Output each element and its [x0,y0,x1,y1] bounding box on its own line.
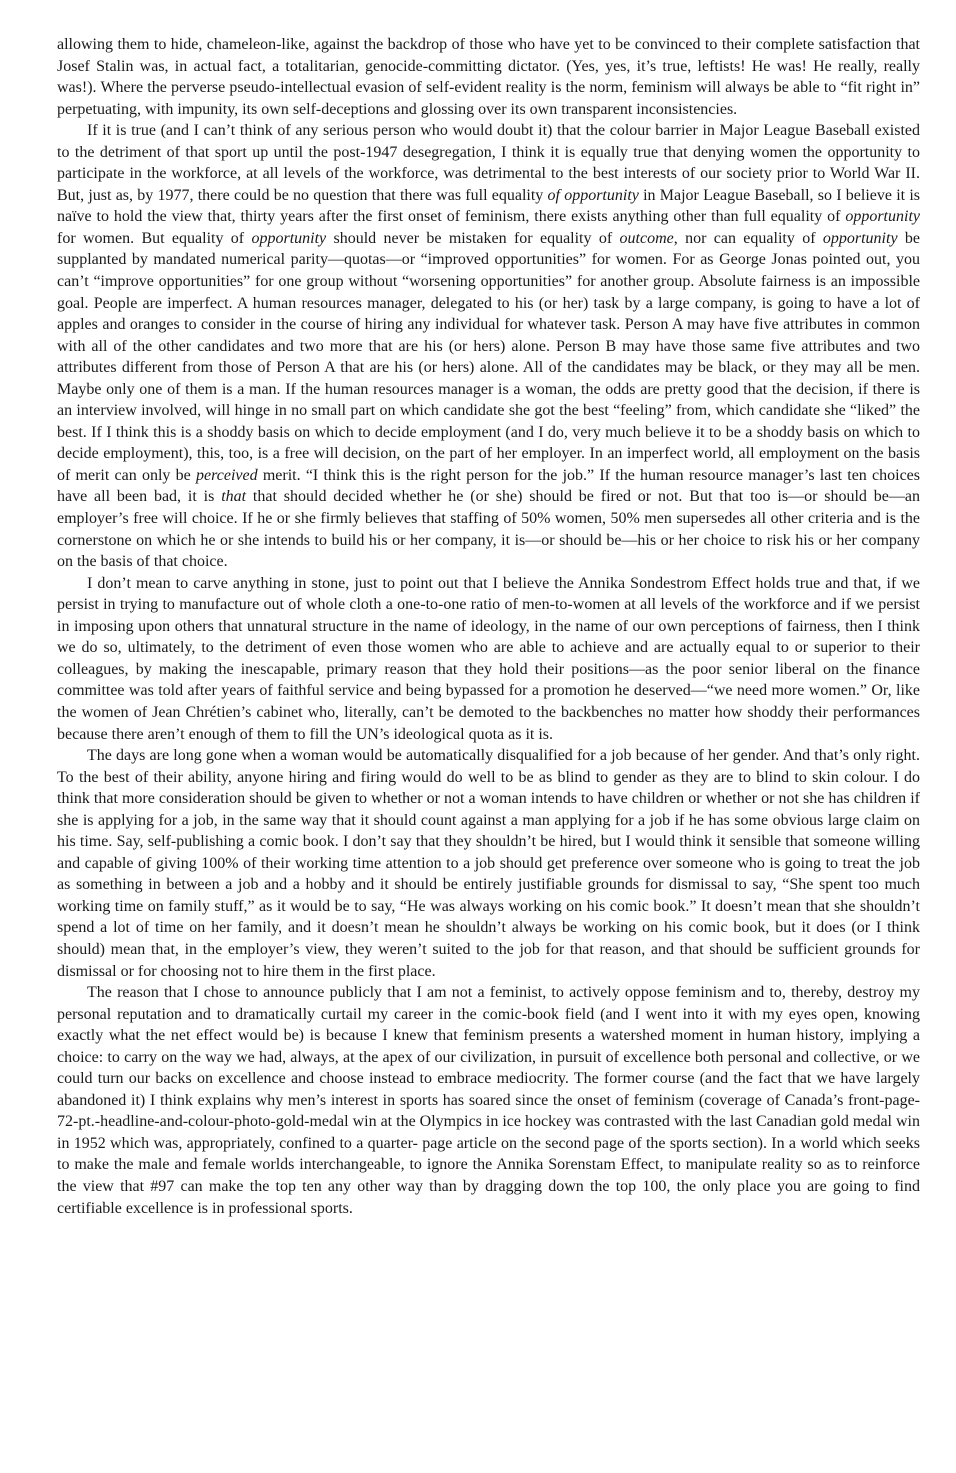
paragraph-2-text: that should decided whether he (or she) should be fired or not. But that too is—or should be—an employer’s free will choice. If he or she firmly believes that staffing of 50% women, 50% men supersedes all other criteria and is the cornerstone on which he or she intends to build his or her company, it is—or should be—his or her choice to risk his or her company on the basis of that choice. [57,488,920,571]
paragraph-2-text: should never be mistaken for equality of [326,229,620,247]
paragraph-2-emphasis: of opportunity [547,186,639,204]
paragraph-4 [57,745,920,982]
paragraph-3-text: I don’t mean to carve anything in stone, just to point out that I believe the Annika Sondestrom Effect holds true and that, if we persist in trying to manufacture out of whole cloth a one-to-one ratio of men-to-women at all levels of the workforce and if we persist in imposing upon others that unnatural structure in the name of ideology, in the name of our own perceptions of fairness, then I think we do so, ultimately, to the detriment of even those women who are able to achieve and are actually equal to or superior to their colleagues, by making the inescapable, primary reason that they hold their positions—as the poor senior liberal on the finance committee was told after years of faithful service and being bypassed for a promotion he deserved—“we need more women.” Or, like the women of Jean Chrétien’s cabinet who, literally, can’t be demoted to the backbenches no matter how shoddy their performances because there aren’t enough of them to fill the UN’s ideological quota as it is. [57,574,920,743]
paragraph-2-emphasis: opportunity [251,229,327,247]
paragraph-1-text: allowing them to hide, chameleon-like, against the backdrop of those who have yet to be convinced to their complete satisfaction that Josef Stalin was, in actual fact, a totalitarian, genocide-committing dictator. (Yes, yes, it’s true, leftists! He was! He really, really was!). Where the perverse pseudo-intellectual evasion of self-evident reality is the norm, feminism will always be able to “fit right in” perpetuating, with impunity, its own self-deceptions and glossing over its own transparent inconsistencies. [57,36,920,118]
paragraph-2-emphasis: opportunity [845,208,920,226]
paragraph-2-text: for women. But equality of [57,229,252,247]
paragraph-2-emphasis: perceived [196,466,258,484]
paragraph-3 [57,573,920,745]
paragraph-5 [57,982,920,1219]
paragraph-2-text: If it is true (and I can’t think of any serious person who would doubt it) that the colour barrier in Major League Baseball existed to the detriment of that sport up until the post-1947 desegregation, I think it is equally true that denying women the opportunity to participate in the workforce, at all levels of the workforce, was detrimental to the best interests of our society prior to World War II. But, just as, by 1977, there could be no question that there was full equality [57,122,920,204]
document-page [57,34,920,1219]
paragraph-2-emphasis: opportunity [822,229,898,247]
paragraph-4-text: The days are long gone when a woman would be automatically disqualified for a job because of her gender. And that’s only right. To the best of their ability, anyone hiring and firing would do well to be as blind to gender as they are to blind to skin colour. I do think that more consideration should be given to whether or not a woman intends to have children or whether or not she has children if she is applying for a job, in the same way that it should count against a man applying for a job if he has some obvious large claim on his time. Say, self-publishing a comic book. I don’t say that they shouldn’t be hired, but I would think it sensible that someone willing and capable of giving 100% of their working time attention to a job should get preference over someone who is going to treat the job as something in between a job and a hobby and it should be entirely justifiable grounds for dismissal to say, “She spent too much working time on family stuff,” as it would be to say, “He was always working on his comic book.” It doesn’t mean that she shouldn’t spend a lot of time on her family, and it doesn’t mean he shouldn’t always be working on his comic book, but it does (or I think should) mean that, in the employer’s view, they weren’t suited to the job for that reason, and that should be sufficient grounds for dismissal or for choosing not to hire them in the first place. [57,747,920,980]
paragraph-2-emphasis: that [221,488,247,506]
paragraph-2-text: be supplanted by mandated numerical parity—quotas—or “improved opportunities” for women. For as George Jonas pointed out, you can’t “improve opportunities” for one group without “worsening opportunities” for another group. Absolute fairness is an impossible goal. People are imperfect. A human resources manager, delegated to his (or her) task by a large company, is going to have a lot of apples and oranges to consider in the course of hiring any individual for whatever task. Person A may have five attributes in common with all of the other candidates and two more that are his (or hers) alone. Person B may have those same five attributes and two attributes different from those of Person A that are his (or hers) alone. All of the candidates may be black, or they may all be men. Maybe only one of them is a man. If the human resources manager is a woman, the odds are pretty good that the decision, if there is an interview involved, will hinge in no small part on which candidate she got the best “feeling” from, which candidate she “liked” the best. If I think this is a shoddy basis on which to decide employment (and I do, very much believe it to be a shoddy basis on which to decide employment), this, too, is a free will decision, on the part of her employer. In an imperfect world, all employment on the basis of merit can only be [57,229,920,484]
paragraph-2 [57,120,920,572]
paragraph-5-text: The reason that I chose to announce publicly that I am not a feminist, to actively oppose feminism and to, thereby, destroy my personal reputation and to dramatically curtail my career in the comic-book field (and I went into it with my eyes open, knowing exactly what the net effect would be) is because I knew that feminism presents a watershed moment in human history, implying a choice: to carry on the way we had, always, at the apex of our civilization, in pursuit of excellence both personal and collective, or we could turn our backs on excellence and choose instead to embrace mediocrity. The former course (and the fact that we have largely abandoned it) I think explains why men’s interest in sports has soared since the onset of feminism (coverage of Canada’s front-page-72-pt.-headline-and-colour-photo-gold-medal win at the Olympics in ice hockey was contrasted with the last Canadian gold medal win in 1952 which was, appropriately, confined to a quarter- page article on the second page of the sports section). In a world which seeks to make the male and female worlds interchangeable, to ignore the Annika Sorenstam Effect, to manipulate reality so as to reinforce the view that #97 can make the top ten any other way than by dragging down the top 100, the only place you are going to find certifiable excellence is in professional sports. [57,984,920,1217]
paragraph-1 [57,34,920,120]
paragraph-2-text: , nor can equality of [673,229,823,247]
paragraph-2-text: in Major League Baseball, so I believe it is naïve to hold the view that, thirty years after the first onset of feminism, there exists anything other than full equality of [57,186,921,226]
paragraph-2-emphasis: outcome [619,229,674,247]
paragraph-2-text: merit. “I think this is the right person for the job.” If the human resource manager’s last ten choices have all been bad, it is [57,466,921,506]
